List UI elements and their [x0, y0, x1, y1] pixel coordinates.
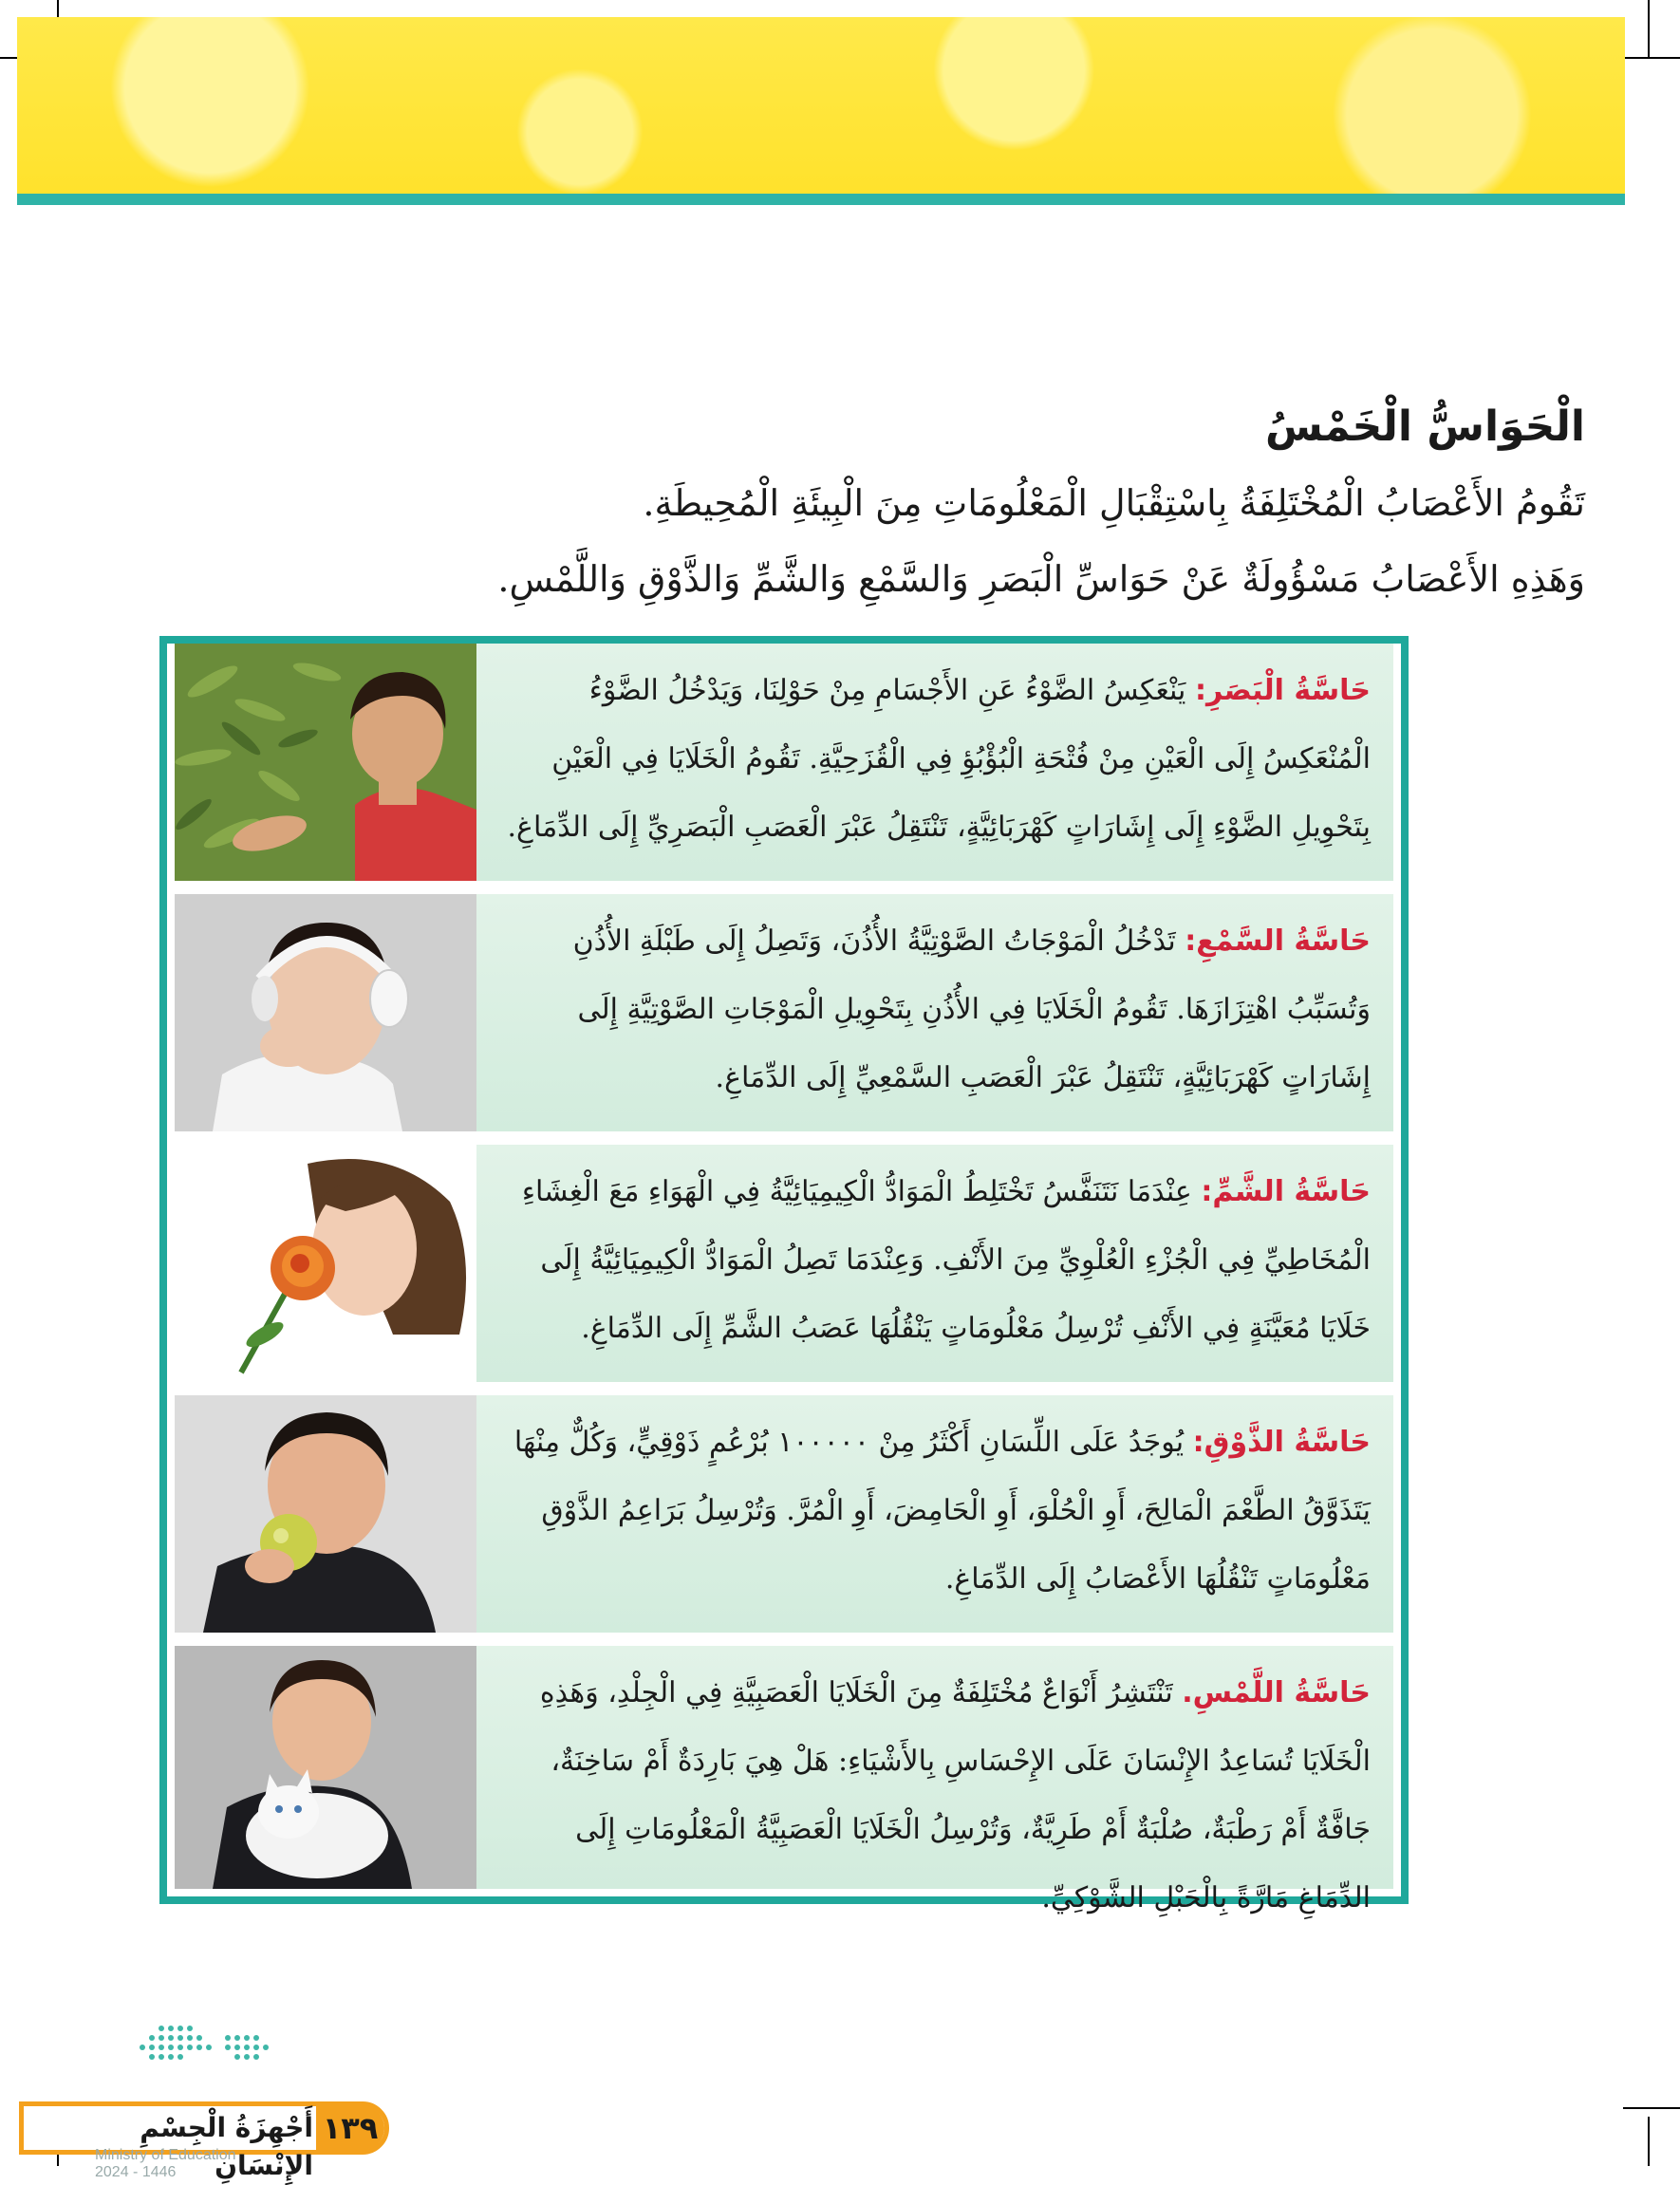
crop-mark: [1648, 2117, 1650, 2166]
sense-description: [497, 1409, 1371, 1614]
sense-description: [497, 657, 1371, 862]
sense-description: [497, 1659, 1371, 1933]
sense-text: تَنْتَشِرُ أَنْوَاعٌ مُخْتَلِفَةٌ مِنَ الْخَلَايَا الْعَصَبِيَّةِ فِي الْجِلْدِ، وَهَذِهِ الْخَلَايَا تُسَاعِدُ الإِنْسَانَ عَلَى الإِحْسَاسِ بِالأَشْيَاءِ: هَلْ هِيَ بَارِدَةٌ أَمْ سَاخِنَةٌ، جَافَّةٌ أَمْ رَطْبَةٌ، صُلْبَةٌ أَمْ طَرِيَّةٌ، وَتُرْسِلُ الْخَلَايَا الْعَصَبِيَّةُ الْمَعْلُومَاتِ إِلَى الدِّمَاغِ مَارَّةً بِالْحَبْلِ الشَّوْكِيِّ.: [539, 1676, 1371, 1914]
boy-holding-cat-photo: [175, 1646, 476, 1889]
chapter-title: أَجْهِزَةُ الْجِسْمِ الإِنْسَانِ: [140, 2112, 313, 2181]
intro-section: [161, 399, 1585, 617]
crop-mark: [1623, 57, 1680, 59]
sense-row-sight: [175, 644, 1393, 881]
sense-text: عِنْدَمَا نَتَنَفَّسُ تَخْتَلِطُ الْمَوَادُّ الْكِيمِيَائِيَّةُ فِي الْهَوَاءِ مَعَ الْغِشَاءِ الْمُخَاطِيِّ فِي الْجُزْءِ الْعُلْوِيِّ مِنَ الأَنْفِ. وَعِنْدَمَا تَصِلُ الْمَوَادُّ الْكِيمِيَائِيَّةُ إِلَى خَلَايَا مُعَيَّنَةٍ فِي الأَنْفِ تُرْسِلُ مَعْلُومَاتٍ يَنْقُلُهَا عَصَبُ الشَّمِّ إِلَى الدِّمَاغِ.: [521, 1175, 1371, 1345]
boy-eating-apple-photo: [175, 1395, 476, 1633]
page-number: ١٣٩: [316, 2105, 384, 2151]
sense-title: حَاسَّةُ السَّمْعِ:: [1185, 924, 1371, 958]
intro-line: تَقُومُ الأَعْصَابُ الْمُخْتَلِفَةُ بِاسْتِقْبَالِ الْمَعْلُومَاتِ مِنَ الْبِيئَةِ الْمُحِيطَةِ.: [643, 482, 1585, 524]
sense-row-touch: [175, 1646, 1393, 1914]
crop-mark: [1623, 2107, 1680, 2109]
intro-line: وَهَذِهِ الأَعْصَابُ مَسْؤُولَةٌ عَنْ حَوَاسِّ الْبَصَرِ وَالسَّمْعِ وَالشَّمِّ وَالذَّوْقِ وَاللَّمْسِ.: [497, 558, 1585, 600]
sense-text: يَنْعَكِسُ الضَّوْءُ عَنِ الأَجْسَامِ مِنْ حَوْلِنَا، وَيَدْخُلُ الضَّوْءُ الْمُنْعَكِسُ إِلَى الْعَيْنِ مِنْ فُتْحَةِ الْبُؤْبُؤِ فِي الْقُزَحِيَّةِ. تَقُومُ الْخَلَايَا فِي الْعَيْنِ بِتَحْوِيلِ الضَّوْءِ إِلَى إِشَارَاتٍ كَهْرَبَائِيَّةٍ، تَنْتَقِلُ عَبْرَ الْعَصَبِ الْبَصَرِيِّ إِلَى الدِّمَاغِ.: [507, 674, 1371, 844]
year-label: 2024 - 1446: [95, 2164, 177, 2180]
page-title: الْحَوَاسُّ الْخَمْسُ: [1264, 402, 1585, 451]
child-smelling-rose-photo: [175, 1145, 476, 1382]
sense-row-hearing: [175, 894, 1393, 1131]
sense-text: يُوجَدُ عَلَى اللِّسَانِ أَكْثَرُ مِنْ ١٠٠٠٠٠ بُرْعُمٍ ذَوْقِيٍّ، وَكُلٌّ مِنْهَا يَتَذَوَّقُ الطَّعْمَ الْمَالِحَ، أَوِ الْحُلْوَ، أَوِ الْحَامِضَ، أَوِ الْمُرَّ. وَتُرْسِلُ بَرَاعِمُ الذَّوْقِ مَعْلُومَاتٍ تَنْقُلُهَا الأَعْصَابُ إِلَى الدِّمَاغِ.: [513, 1426, 1371, 1596]
sense-title: حَاسَّةُ الْبَصَرِ:: [1194, 674, 1371, 707]
boy-with-headphones-photo: [175, 894, 476, 1131]
header-banner: [17, 17, 1625, 194]
sense-description: [497, 907, 1371, 1112]
sense-row-taste: [175, 1395, 1393, 1633]
sense-title: حَاسَّةُ الشَّمِّ:: [1201, 1175, 1371, 1208]
crop-mark: [1648, 0, 1650, 57]
senses-table: [159, 636, 1409, 1914]
sense-description: [497, 1158, 1371, 1363]
sense-row-smell: [175, 1145, 1393, 1382]
boy-with-leaf-photo: [175, 644, 476, 881]
ministry-logo: [57, 2017, 342, 2107]
sense-text: تَدْخُلُ الْمَوْجَاتُ الصَّوْتِيَّةُ الأُذُنَ، وَتَصِلُ إِلَى طَبْلَةِ الأُذُنِ وَتُسَبِّبُ اهْتِزَازَهَا. تَقُومُ الْخَلَايَا فِي الأُذُنِ بِتَحْوِيلِ الْمَوْجَاتِ الصَّوْتِيَّةِ إِلَى إِشَارَاتٍ كَهْرَبَائِيَّةٍ، تَنْتَقِلُ عَبْرَ الْعَصَبِ السَّمْعِيِّ إِلَى الدِّمَاغِ.: [572, 924, 1371, 1094]
sense-title: حَاسَّةُ اللَّمْسِ.: [1182, 1676, 1371, 1709]
ministry-label: Ministry of Education: [95, 2147, 236, 2163]
sense-title: حَاسَّةُ الذَّوْقِ:: [1192, 1426, 1371, 1459]
header-stripe: [17, 194, 1625, 205]
